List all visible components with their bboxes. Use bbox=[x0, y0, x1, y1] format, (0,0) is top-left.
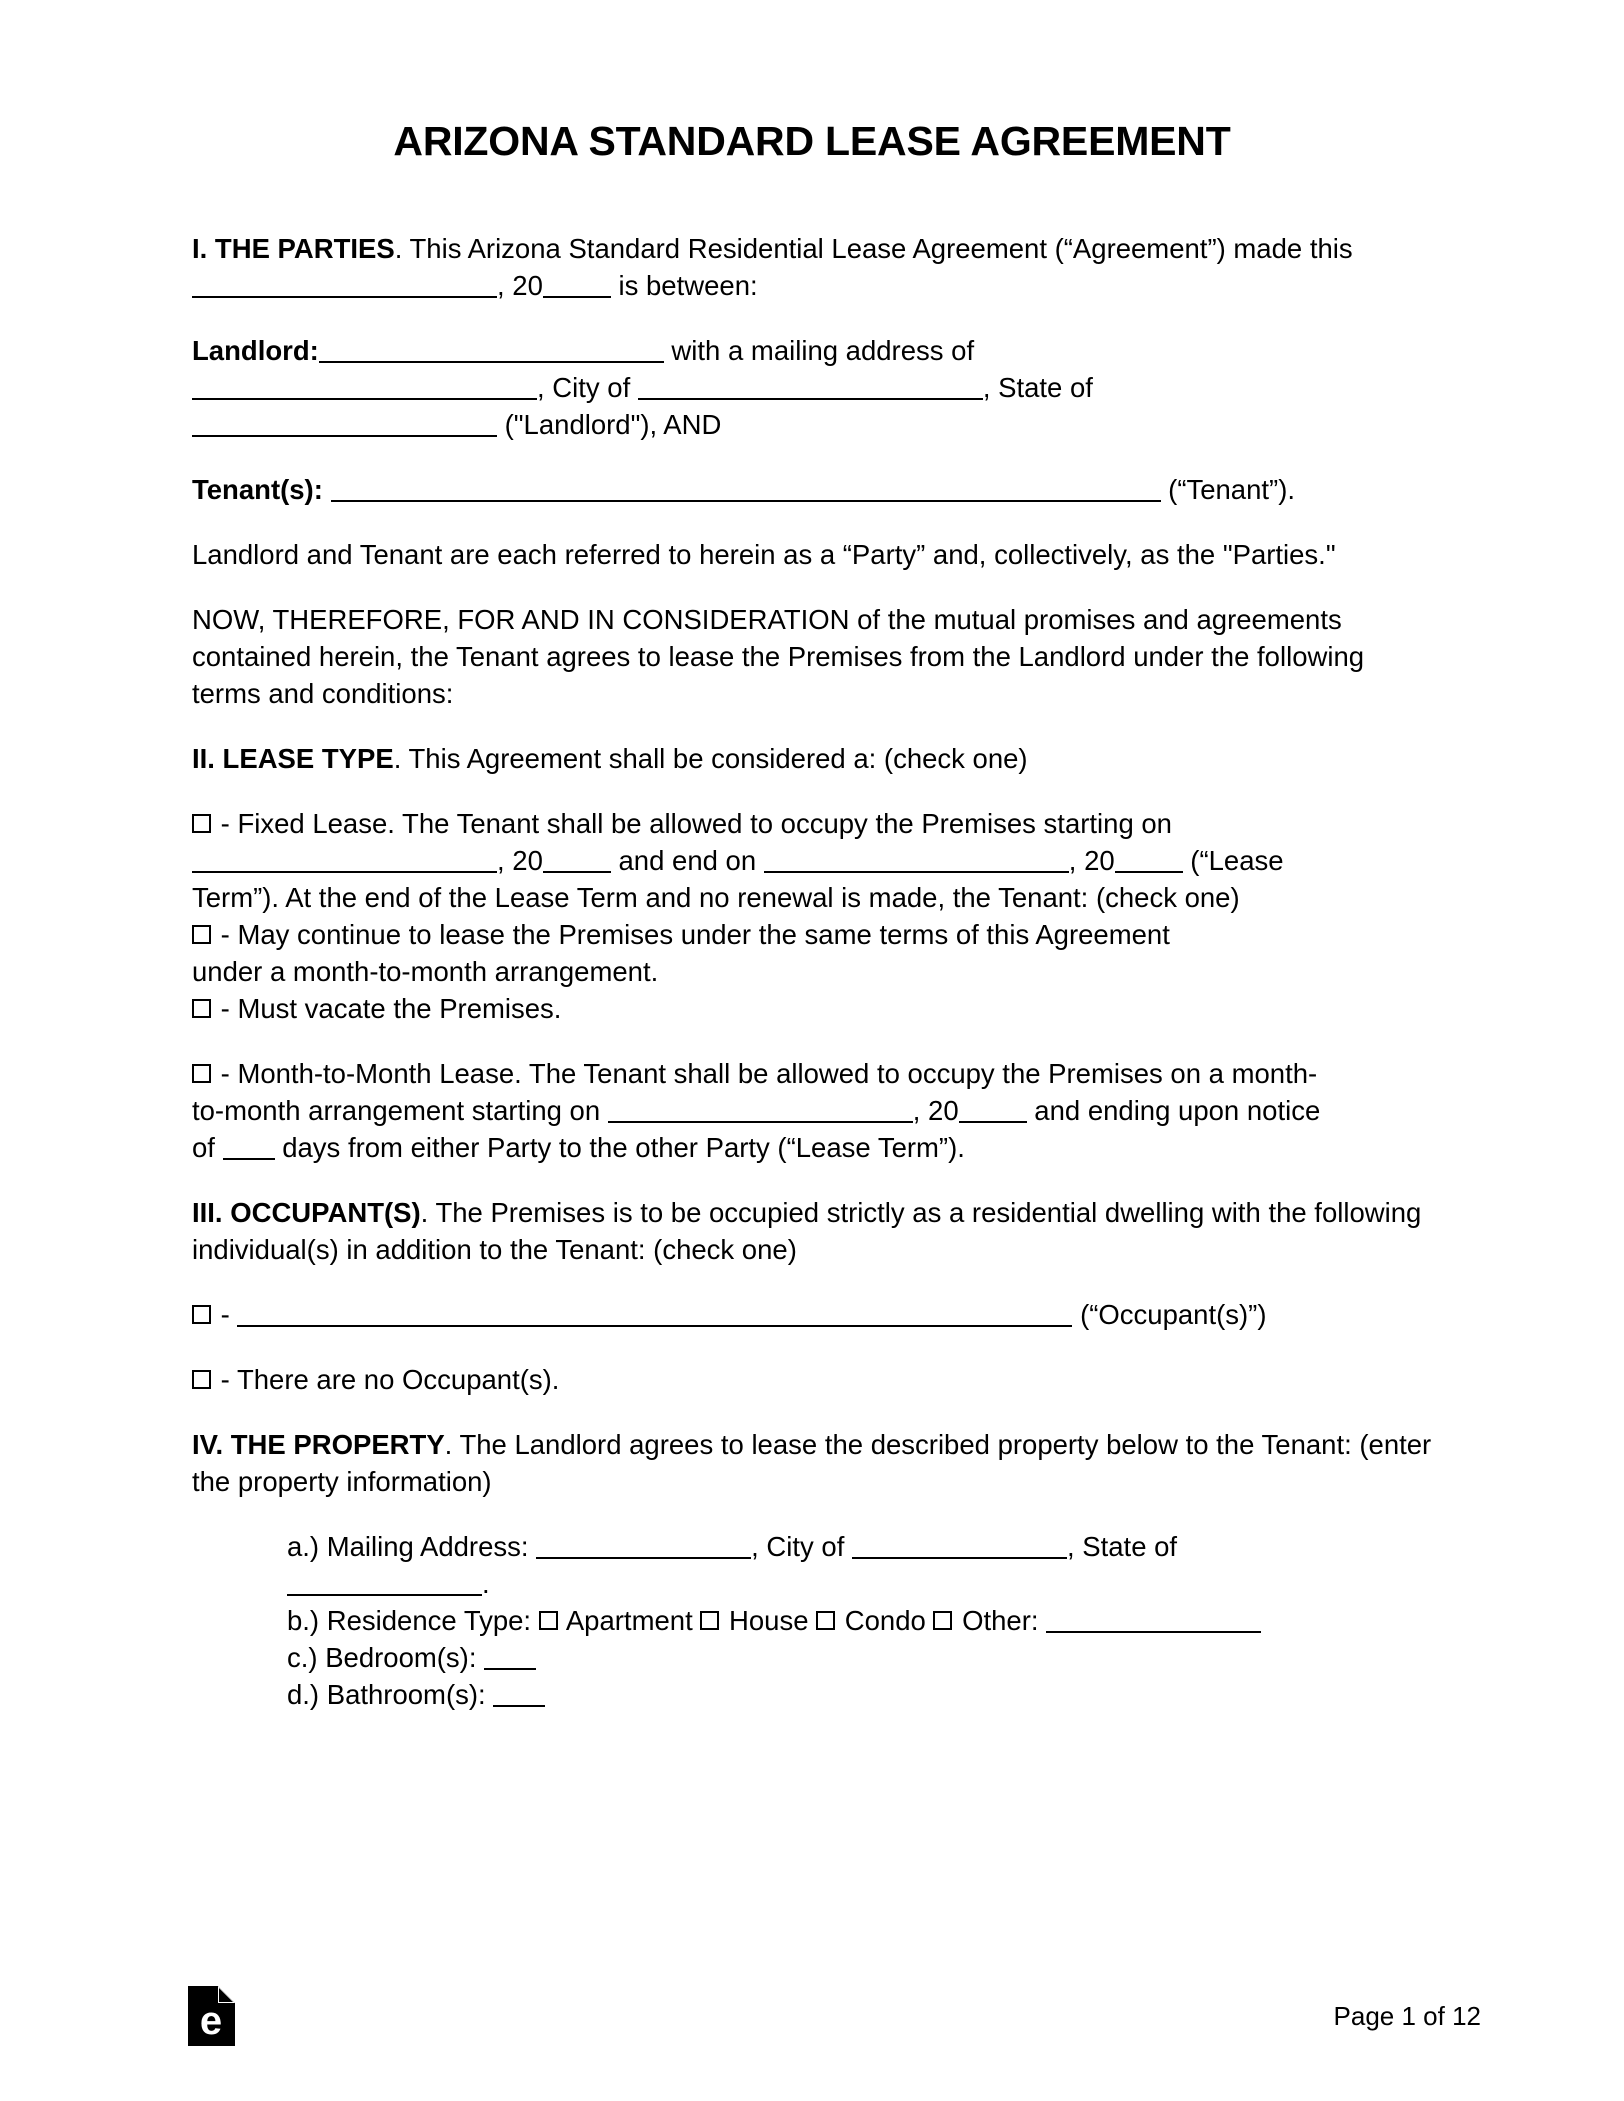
month-to-month-option bbox=[192, 1055, 1341, 1166]
checkbox-residence-house[interactable] bbox=[700, 1611, 719, 1630]
section-heading-property: IV. THE PROPERTY bbox=[192, 1429, 445, 1460]
mtm-mid-c: days from either Party to the other Party (“Lease Term”). bbox=[274, 1132, 965, 1163]
fixed-lease-option bbox=[192, 805, 1341, 916]
property-address-blank[interactable] bbox=[536, 1536, 751, 1559]
fixed-mid-b: and end on bbox=[610, 845, 764, 876]
checkbox-month-to-month-lease[interactable] bbox=[192, 1064, 211, 1083]
page-number: Page 1 of 12 bbox=[1333, 2001, 1481, 2031]
property-a-city: , City of bbox=[751, 1531, 852, 1562]
checkbox-no-occupants[interactable] bbox=[192, 1370, 211, 1389]
tenant-end: (“Tenant”). bbox=[1160, 474, 1295, 505]
occupant-suffix: (“Occupant(s)”) bbox=[1072, 1299, 1267, 1330]
section-property-intro bbox=[192, 1426, 1436, 1500]
landlord-block bbox=[192, 332, 1436, 443]
date-year-blank[interactable] bbox=[543, 275, 611, 298]
fixed-end-year-blank[interactable] bbox=[1115, 850, 1183, 873]
section-heading-occupants: III. OCCUPANT(S) bbox=[192, 1197, 421, 1228]
landlord-state-label: , State of bbox=[982, 372, 1093, 403]
residence-house-label: House bbox=[721, 1605, 817, 1636]
property-item-bedrooms bbox=[287, 1639, 1436, 1676]
fixed-sub-option-continue bbox=[192, 916, 1246, 990]
fixed-mid-c: , 20 bbox=[1068, 845, 1115, 876]
landlord-mid: with a mailing address of bbox=[663, 335, 975, 366]
consideration-paragraph: NOW, THEREFORE, FOR AND IN CONSIDERATION of the mutual promises and agreements contained herein, the Tenant agrees to lease the Premises from the Landlord under the following terms and conditions: bbox=[192, 604, 1365, 709]
bathrooms-blank[interactable] bbox=[493, 1684, 545, 1707]
property-state-blank[interactable] bbox=[287, 1573, 482, 1596]
property-item-mailing-address bbox=[287, 1528, 1436, 1602]
residence-condo-label: Condo bbox=[837, 1605, 934, 1636]
page-title: ARIZONA STANDARD LEASE AGREEMENT bbox=[393, 118, 1231, 164]
mtm-mid-b: and ending upon notice of bbox=[192, 1095, 1321, 1163]
occupants-intro: . The Premises is to be occupied strictly as a residential dwelling with the following individual(s) in addition to the Tenant: (check one) bbox=[192, 1197, 1422, 1265]
tenant-name-blank[interactable] bbox=[331, 479, 1161, 502]
landlord-address-blank[interactable] bbox=[192, 377, 537, 400]
landlord-city-label: , City of bbox=[537, 372, 638, 403]
property-intro: . The Landlord agrees to lease the described property below to the Tenant: (enter the property information) bbox=[192, 1429, 1432, 1497]
checkbox-residence-condo[interactable] bbox=[816, 1611, 835, 1630]
fixed-end-date-blank[interactable] bbox=[764, 850, 1069, 873]
property-a-label: a.) Mailing Address: bbox=[287, 1531, 537, 1562]
date-day-blank[interactable] bbox=[192, 275, 497, 298]
property-a-end: . bbox=[482, 1568, 490, 1599]
checkbox-continue-month-to-month[interactable] bbox=[192, 925, 211, 944]
checkbox-residence-other[interactable] bbox=[933, 1611, 952, 1630]
property-item-residence-type bbox=[287, 1602, 1436, 1639]
checkbox-fixed-lease[interactable] bbox=[192, 814, 211, 833]
parties-intro-b: , 20 bbox=[497, 270, 543, 301]
fixed-lease-label: - Fixed Lease. The Tenant shall be allowed to occupy the Premises starting on bbox=[213, 808, 1172, 839]
checkbox-must-vacate[interactable] bbox=[192, 999, 211, 1018]
checkbox-occupants-list[interactable] bbox=[192, 1305, 211, 1324]
occupant-list-option bbox=[192, 1296, 1341, 1333]
mtm-start-year-blank[interactable] bbox=[959, 1100, 1027, 1123]
fixed-start-year-blank[interactable] bbox=[543, 850, 611, 873]
mtm-start-date-blank[interactable] bbox=[608, 1100, 913, 1123]
occupant-names-blank[interactable] bbox=[237, 1304, 1072, 1327]
parties-intro-a: . This Arizona Standard Residential Lease Agreement (“Agreement”) made this bbox=[394, 233, 1353, 264]
page-footer bbox=[0, 1986, 1624, 2086]
section-heading-parties: I. THE PARTIES bbox=[192, 233, 395, 264]
tenant-block bbox=[192, 471, 1436, 508]
residence-apartment-label: Apartment bbox=[559, 1605, 701, 1636]
property-city-blank[interactable] bbox=[852, 1536, 1067, 1559]
fixed-start-date-blank[interactable] bbox=[192, 850, 497, 873]
landlord-label: Landlord: bbox=[192, 335, 319, 366]
option-continue-label: - May continue to lease the Premises under the same terms of this Agreement under a month-to-month arrangement. bbox=[192, 919, 1170, 987]
eforms-logo-letter: e bbox=[199, 1999, 223, 2043]
parties-intro-c: is between: bbox=[610, 270, 758, 301]
occupant-prefix: - bbox=[213, 1299, 238, 1330]
checkbox-residence-apartment[interactable] bbox=[539, 1611, 558, 1630]
tenant-label: Tenant(s): bbox=[192, 474, 323, 505]
lease-type-intro: . This Agreement shall be considered a: (check one) bbox=[393, 743, 1028, 774]
property-a-state: , State of bbox=[1067, 1531, 1178, 1562]
property-c-label: c.) Bedroom(s): bbox=[287, 1642, 485, 1673]
occupant-none-option bbox=[192, 1361, 1341, 1398]
mtm-notice-days-blank[interactable] bbox=[223, 1137, 275, 1160]
residence-other-label: Other: bbox=[954, 1605, 1047, 1636]
property-b-label: b.) Residence Type: bbox=[287, 1605, 539, 1636]
section-heading-lease-type: II. LEASE TYPE bbox=[192, 743, 394, 774]
landlord-name-blank[interactable] bbox=[319, 340, 664, 363]
fixed-sub-option-vacate bbox=[192, 990, 1246, 1027]
landlord-city-blank[interactable] bbox=[638, 377, 983, 400]
party-definition-paragraph: Landlord and Tenant are each referred to herein as a “Party” and, collectively, as the "Parties." bbox=[192, 539, 1336, 570]
section-occupants-intro bbox=[192, 1194, 1436, 1268]
fixed-mid-d: (“Lease Term”). At the end of the Lease Term and no renewal is made, the Tenant: (check one) bbox=[192, 845, 1284, 913]
residence-other-blank[interactable] bbox=[1046, 1610, 1261, 1633]
mtm-mid-a: , 20 bbox=[912, 1095, 959, 1126]
property-d-label: d.) Bathroom(s): bbox=[287, 1679, 494, 1710]
section-lease-type-intro bbox=[192, 740, 1436, 777]
bedrooms-blank[interactable] bbox=[484, 1647, 536, 1670]
section-parties-intro bbox=[192, 230, 1436, 304]
option-vacate-label: - Must vacate the Premises. bbox=[213, 993, 562, 1024]
occupant-none-label: - There are no Occupant(s). bbox=[213, 1364, 560, 1395]
landlord-state-blank[interactable] bbox=[192, 414, 497, 437]
property-item-bathrooms bbox=[287, 1676, 1436, 1713]
document-body bbox=[192, 230, 1436, 1713]
eforms-logo-icon bbox=[188, 1986, 235, 2046]
property-items-list bbox=[287, 1528, 1436, 1713]
mtm-label: - Month-to-Month Lease. The Tenant shall be allowed to occupy the Premises on a month-to-month arrangement starting on bbox=[192, 1058, 1318, 1126]
landlord-end: ("Landlord"), AND bbox=[497, 409, 722, 440]
fixed-mid-a: , 20 bbox=[497, 845, 543, 876]
